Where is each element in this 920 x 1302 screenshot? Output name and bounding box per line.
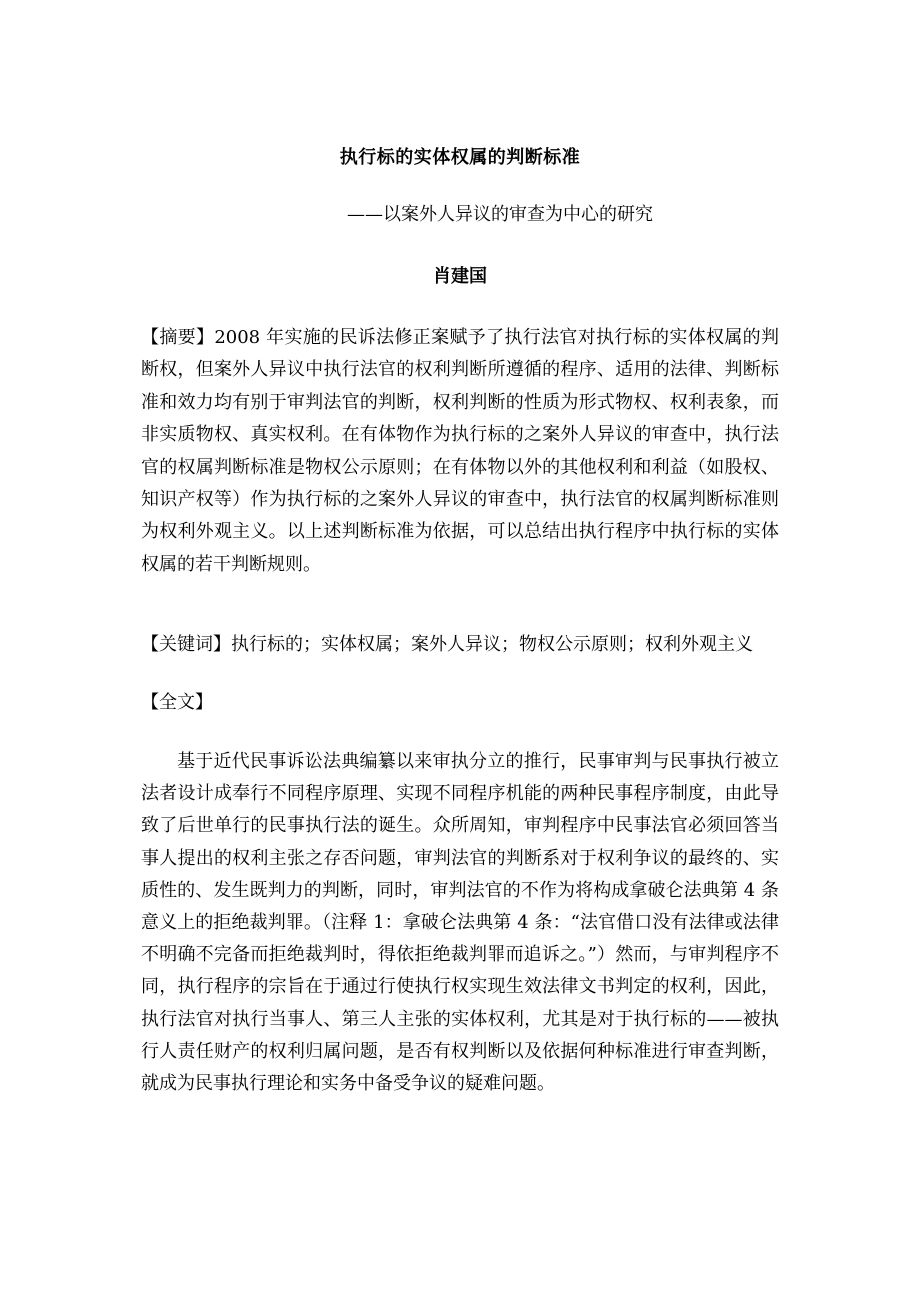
fulltext-label: 【全文】: [141, 692, 213, 713]
abstract-paragraph: [141, 322, 779, 581]
document-subtitle: ——以案外人异议的审查为中心的研究: [347, 204, 653, 225]
keywords-paragraph: [141, 629, 779, 661]
abstract-text: 2008 年实施的民诉法修正案赋予了执行法官对执行标的实体权属的判断权，但案外人异议中执行法官的权利判断所遵循的程序、适用的法律、判断标准和效力均有别于审判法官的判断，权利判断的性质为形式物权、权利表象，而非实质物权、真实权利。在有体物作为执行标的之案外人异议的审查中，执行法官的权属判断标准是物权公示原则；在有体物以外的其他权利和利益（如股权、知识产权等）作为执行标的之案外人异议的审查中，执行法官的权属判断标准则为权利外观主义。以上述判断标准为依据，可以总结出执行程序中执行标的实体权属的若干判断规则。: [141, 327, 779, 575]
document-title: 执行标的实体权属的判断标准: [339, 147, 581, 168]
document-author: 肖建国: [433, 266, 487, 287]
keywords-label: 【关键词】: [141, 634, 231, 655]
body-paragraph: 基于近代民事诉讼法典编纂以来审执分立的推行，民事审判与民事执行被立法者设计成奉行不同程序原理、实现不同程序机能的两种民事程序制度，由此导致了后世单行的民事执行法的诞生。众所周知，审判程序中民事法官必须回答当事人提出的权利主张之存否问题，审判法官的判断系对于权利争议的最终的、实质性的、发生既判力的判断，同时，审判法官的不作为将构成拿破仑法典第 4 条意义上的拒绝裁判罪。（注释 1：拿破仑法典第 4 条：“法官借口没有法律或法律不明确不完备而拒绝裁判时，得依拒绝裁判罪而追诉之。”）然而，与审判程序不同，执行程序的宗旨在于通过行使执行权实现生效法律文书判定的权利，因此，执行法官对执行当事人、第三人主张的实体权利，尤其是对于执行标的——被执行人责任财产的权利归属问题，是否有权判断以及依据何种标准进行审查判断，就成为民事执行理论和实务中备受争议的疑难问题。: [141, 751, 779, 1095]
abstract-label: 【摘要】: [141, 327, 215, 348]
keywords-text: 执行标的；实体权属；案外人异议；物权公示原则；权利外观主义: [231, 634, 753, 655]
